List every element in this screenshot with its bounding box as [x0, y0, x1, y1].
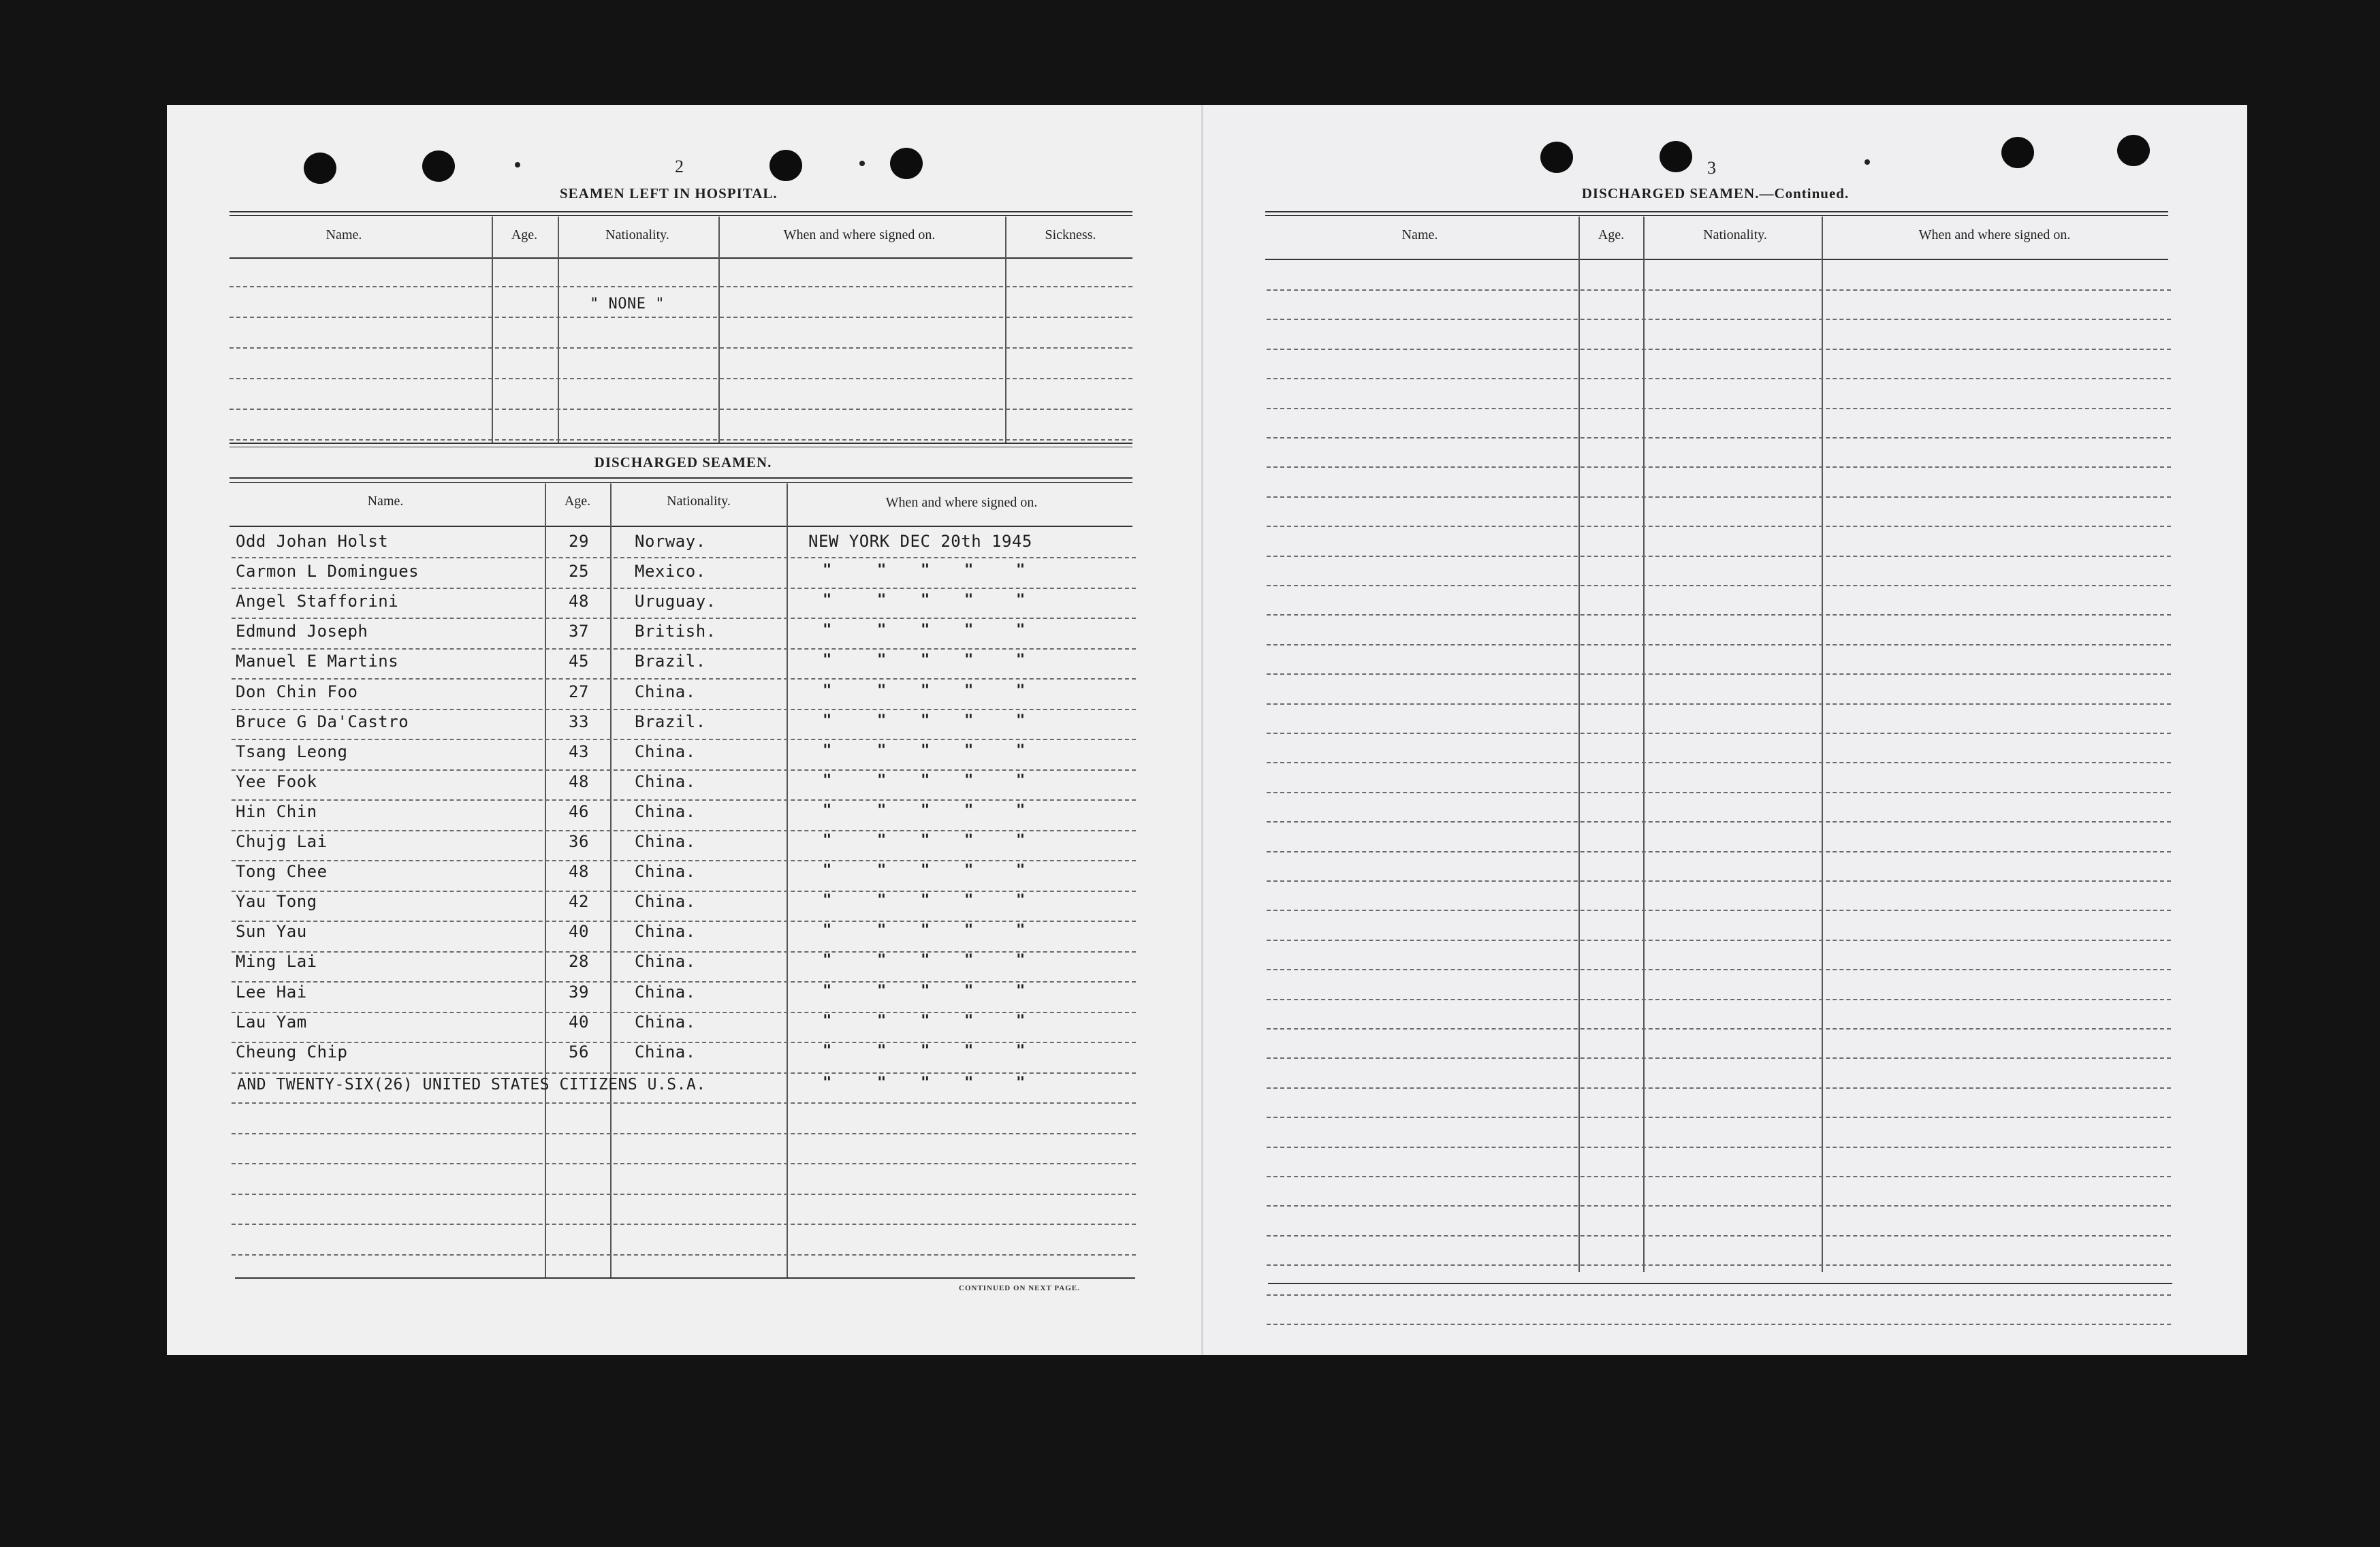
ditto-mark: " [877, 772, 887, 789]
ditto-mark: " [1016, 802, 1026, 819]
seaman-name: Angel Stafforini [236, 592, 399, 611]
punch-hole [2001, 137, 2034, 168]
ditto-mark: " [823, 712, 832, 729]
ditto-mark: " [823, 1074, 832, 1091]
right-table-bottom-rule [1268, 1283, 2172, 1284]
ditto-mark: " [921, 1042, 930, 1059]
ditto-mark: " [877, 952, 887, 969]
seaman-age: 37 [569, 622, 589, 641]
discharged-col-signed-on: When and where signed on. [885, 495, 1038, 510]
ink-speck [859, 161, 865, 166]
discharged-col-name: Name. [367, 494, 404, 509]
ruled-line [1267, 1147, 2171, 1148]
ditto-mark: " [823, 802, 832, 819]
ditto-mark: " [921, 712, 930, 729]
right-header-rule [1265, 259, 2168, 260]
ruled-line [232, 830, 1136, 831]
ditto-mark: " [921, 592, 930, 609]
punch-hole [1660, 141, 1692, 172]
seaman-age: 28 [569, 952, 589, 971]
seaman-age: 48 [569, 772, 589, 791]
seaman-name: Lau Yam [236, 1012, 307, 1032]
ditto-mark: " [964, 1074, 974, 1091]
ditto-mark: " [877, 562, 887, 579]
ditto-mark: " [823, 742, 832, 759]
seaman-nationality: China. [635, 682, 696, 701]
discharged-table-top-rule [229, 477, 1132, 479]
ditto-mark: " [1016, 712, 1026, 729]
seaman-name: Carmon L Domingues [236, 562, 419, 581]
seaman-name: Ming Lai [236, 952, 317, 971]
seaman-nationality: China. [635, 1042, 696, 1062]
right-col-signed-on: When and where signed on. [1918, 227, 2071, 242]
ditto-mark: " [921, 1012, 930, 1030]
ditto-mark: " [823, 772, 832, 789]
seaman-name: Manuel E Martins [236, 652, 399, 671]
ruled-line [1267, 851, 2171, 852]
ditto-mark: " [1016, 952, 1026, 969]
ditto-mark: " [877, 712, 887, 729]
discharged-col-age: Age. [564, 494, 591, 509]
ruled-line [1267, 673, 2171, 675]
ditto-mark: " [823, 952, 832, 969]
ditto-mark: " [921, 832, 930, 849]
ruled-line [1267, 319, 2171, 320]
right-section-title: DISCHARGED SEAMEN.—Continued. [1581, 185, 1850, 202]
seaman-nationality: China. [635, 952, 696, 971]
ruled-line [232, 618, 1136, 619]
ditto-mark: " [921, 622, 930, 639]
hospital-col-sickness: Sickness. [1045, 227, 1096, 242]
ruled-line [229, 286, 1132, 287]
ditto-mark: " [921, 952, 930, 969]
ruled-line [1267, 1117, 2171, 1118]
seaman-age: 25 [569, 562, 589, 581]
ruled-line [232, 678, 1136, 680]
ditto-mark: " [921, 802, 930, 819]
ditto-mark: " [964, 802, 974, 819]
seaman-age: 40 [569, 922, 589, 941]
ditto-mark: " [1016, 652, 1026, 669]
ditto-mark: " [877, 892, 887, 909]
ink-speck [1865, 159, 1870, 165]
hospital-section-title: SEAMEN LEFT IN HOSPITAL. [560, 185, 778, 202]
ditto-mark: " [877, 802, 887, 819]
hospital-col-signed-on: When and where signed on. [783, 227, 936, 242]
ruled-line [1267, 378, 2171, 379]
seaman-name: Hin Chin [236, 802, 317, 821]
ruled-line [1267, 526, 2171, 527]
seaman-name: Sun Yau [236, 922, 307, 941]
ditto-mark: " [964, 772, 974, 789]
punch-hole [2117, 135, 2150, 166]
seaman-name: Yee Fook [236, 772, 317, 791]
seaman-age: 29 [569, 532, 589, 551]
right-table-top-rule [1265, 211, 2168, 212]
right-col-divider [1643, 217, 1645, 1272]
ditto-mark: " [1016, 922, 1026, 939]
ditto-mark: " [877, 862, 887, 879]
seaman-age: 33 [569, 712, 589, 731]
page-number-right: 3 [1707, 158, 1716, 178]
ruled-line [1267, 1176, 2171, 1177]
seaman-age: 48 [569, 592, 589, 611]
seaman-age: 48 [569, 862, 589, 881]
ditto-mark: " [964, 652, 974, 669]
ruled-line [232, 1224, 1136, 1225]
punch-hole [1540, 142, 1573, 173]
right-table-top-rule [1265, 215, 2168, 216]
ruled-line [1267, 349, 2171, 350]
ditto-mark: " [964, 622, 974, 639]
ditto-mark: " [964, 562, 974, 579]
ditto-mark: " [1016, 832, 1026, 849]
ruled-line [1267, 1205, 2171, 1207]
ditto-mark: " [823, 622, 832, 639]
ruled-line [1267, 466, 2171, 468]
ditto-mark: " [877, 1042, 887, 1059]
hospital-col-name: Name. [326, 227, 362, 242]
ditto-mark: " [964, 832, 974, 849]
continued-footnote: CONTINUED ON NEXT PAGE. [959, 1284, 1080, 1292]
ruled-line [1267, 703, 2171, 705]
right-page [1202, 105, 2247, 1355]
seaman-name: Tong Chee [236, 862, 328, 881]
punch-hole [890, 148, 923, 179]
ditto-mark: " [823, 1012, 832, 1030]
seaman-age: 45 [569, 652, 589, 671]
seaman-name: Chujg Lai [236, 832, 328, 851]
seaman-name: Bruce G Da'Castro [236, 712, 409, 731]
ink-speck [515, 162, 520, 168]
seaman-nationality: China. [635, 802, 696, 821]
ruled-line [1267, 762, 2171, 763]
ruled-line [1267, 821, 2171, 823]
seaman-name: Don Chin Foo [236, 682, 358, 701]
ruled-line [229, 317, 1132, 318]
seaman-nationality: China. [635, 1012, 696, 1032]
ruled-line [1267, 496, 2171, 498]
seaman-name: Cheung Chip [236, 1042, 348, 1062]
ditto-mark: " [823, 682, 832, 699]
ditto-mark: " [823, 922, 832, 939]
page-number-left: 2 [675, 157, 684, 176]
ditto-mark: " [1016, 592, 1026, 609]
discharged-col-divider [545, 483, 546, 1277]
ruled-line [1267, 940, 2171, 941]
ruled-line [1267, 408, 2171, 409]
ditto-mark: " [964, 742, 974, 759]
discharged-header-rule [229, 526, 1132, 527]
hospital-col-age: Age. [511, 227, 538, 242]
ditto-mark: " [921, 652, 930, 669]
ruled-line [1267, 969, 2171, 970]
ruled-line [1267, 644, 2171, 645]
seaman-age: 39 [569, 983, 589, 1002]
ruled-line [232, 739, 1136, 740]
ditto-mark: " [877, 652, 887, 669]
seaman-age: 36 [569, 832, 589, 851]
ditto-mark: " [921, 983, 930, 1000]
ruled-line [1267, 1028, 2171, 1030]
ditto-mark: " [921, 892, 930, 909]
seaman-nationality: China. [635, 892, 696, 911]
ditto-mark: " [1016, 1012, 1026, 1030]
hospital-table-top-rule [229, 215, 1132, 216]
ruled-line [1267, 792, 2171, 793]
ruled-line [1267, 880, 2171, 882]
seaman-nationality: Norway. [635, 532, 706, 551]
ditto-mark: " [823, 562, 832, 579]
punch-hole [769, 150, 802, 181]
seaman-age: 40 [569, 1012, 589, 1032]
ruled-line [232, 1102, 1136, 1104]
seaman-age: 46 [569, 802, 589, 821]
ditto-mark: " [877, 622, 887, 639]
ditto-mark: " [1016, 562, 1026, 579]
ruled-line [232, 799, 1136, 801]
punch-hole [304, 153, 336, 184]
right-col-nationality: Nationality. [1703, 227, 1767, 242]
ditto-mark: " [921, 922, 930, 939]
seaman-nationality: China. [635, 922, 696, 941]
ditto-mark: " [964, 682, 974, 699]
ditto-mark: " [964, 922, 974, 939]
ruled-line [1267, 556, 2171, 557]
summary-line: AND TWENTY-SIX(26) UNITED STATES CITIZENS U.S.A. [237, 1076, 706, 1094]
ruled-line [232, 557, 1136, 558]
ruled-line [1267, 1264, 2171, 1266]
seaman-nationality: China. [635, 832, 696, 851]
ditto-mark: " [964, 712, 974, 729]
right-col-name: Name. [1401, 227, 1438, 242]
ruled-line [229, 439, 1132, 441]
ruled-line [1267, 1087, 2171, 1089]
ruled-line [1267, 910, 2171, 911]
ditto-mark: " [964, 862, 974, 879]
ditto-mark: " [877, 682, 887, 699]
ditto-mark: " [921, 562, 930, 579]
ditto-mark: " [823, 892, 832, 909]
hospital-col-nationality: Nationality. [605, 227, 669, 242]
ditto-mark: " [823, 592, 832, 609]
ditto-mark: " [877, 1012, 887, 1030]
ditto-mark: " [964, 1042, 974, 1059]
ruled-line [232, 588, 1136, 589]
ditto-mark: " [921, 742, 930, 759]
ditto-mark: " [921, 772, 930, 789]
ruled-line [232, 1194, 1136, 1195]
hospital-header-rule [229, 257, 1132, 259]
ruled-line [1267, 1057, 2171, 1059]
seaman-age: 27 [569, 682, 589, 701]
ditto-mark: " [877, 742, 887, 759]
ruled-line [1267, 585, 2171, 586]
seaman-nationality: Brazil. [635, 712, 706, 731]
seaman-nationality: China. [635, 742, 696, 761]
ditto-mark: " [823, 832, 832, 849]
ruled-line [232, 709, 1136, 710]
punch-hole [422, 150, 455, 182]
ditto-mark: " [1016, 682, 1026, 699]
ruled-line [232, 1072, 1136, 1074]
right-col-divider [1578, 217, 1580, 1272]
discharged-table-top-rule [229, 482, 1132, 483]
right-col-divider [1822, 217, 1823, 1272]
seaman-nationality: Mexico. [635, 562, 706, 581]
ditto-mark: " [877, 1074, 887, 1091]
ditto-mark: " [964, 892, 974, 909]
ruled-line [1267, 1294, 2171, 1296]
ruled-line [229, 378, 1132, 379]
ditto-mark: " [1016, 622, 1026, 639]
ditto-mark: " [823, 862, 832, 879]
ditto-mark: " [1016, 983, 1026, 1000]
ditto-mark: " [964, 983, 974, 1000]
seaman-nationality: Brazil. [635, 652, 706, 671]
discharged-col-divider [787, 483, 788, 1277]
ditto-mark: " [1016, 1042, 1026, 1059]
seaman-name: Tsang Leong [236, 742, 348, 761]
discharged-col-divider [610, 483, 612, 1277]
ditto-mark: " [921, 862, 930, 879]
ditto-mark: " [877, 832, 887, 849]
signed-on-first-entry: NEW YORK DEC 20th 1945 [808, 532, 1032, 551]
hospital-table-top-rule [229, 211, 1132, 212]
ruled-line [232, 1254, 1136, 1256]
seaman-nationality: China. [635, 772, 696, 791]
seaman-age: 56 [569, 1042, 589, 1062]
seaman-name: Yau Tong [236, 892, 317, 911]
page-fold [1201, 105, 1203, 1355]
ditto-mark: " [921, 682, 930, 699]
hospital-none-entry: " NONE " [590, 296, 665, 313]
ruled-line [229, 347, 1132, 349]
ditto-mark: " [1016, 892, 1026, 909]
ditto-mark: " [877, 983, 887, 1000]
ruled-line [232, 1163, 1136, 1164]
seaman-age: 43 [569, 742, 589, 761]
discharged-section-title: DISCHARGED SEAMEN. [594, 454, 772, 471]
ditto-mark: " [964, 592, 974, 609]
seaman-nationality: British. [635, 622, 716, 641]
ditto-mark: " [823, 983, 832, 1000]
right-col-age: Age. [1598, 227, 1625, 242]
ruled-line [232, 769, 1136, 771]
ruled-line [232, 648, 1136, 650]
ditto-mark: " [877, 592, 887, 609]
seaman-nationality: China. [635, 862, 696, 881]
ditto-mark: " [1016, 772, 1026, 789]
ditto-mark: " [877, 922, 887, 939]
seaman-nationality: China. [635, 983, 696, 1002]
ruled-line [232, 1133, 1136, 1134]
discharged-col-nationality: Nationality. [667, 494, 731, 509]
seaman-name: Edmund Joseph [236, 622, 368, 641]
seaman-name: Odd Johan Holst [236, 532, 389, 551]
ruled-line [1267, 1235, 2171, 1237]
ruled-line [1267, 437, 2171, 438]
ruled-line [1267, 1324, 2171, 1325]
ditto-mark: " [964, 952, 974, 969]
ruled-line [1267, 999, 2171, 1000]
ditto-mark: " [1016, 742, 1026, 759]
ditto-mark: " [921, 1074, 930, 1091]
hospital-table-bottom-rule [229, 443, 1132, 444]
ruled-line [1267, 733, 2171, 734]
ruled-line [229, 409, 1132, 410]
ruled-line [1267, 614, 2171, 616]
seaman-name: Lee Hai [236, 983, 307, 1002]
ditto-mark: " [1016, 1074, 1026, 1091]
ditto-mark: " [823, 1042, 832, 1059]
ditto-mark: " [964, 1012, 974, 1030]
ruled-line [232, 860, 1136, 861]
seaman-nationality: Uruguay. [635, 592, 716, 611]
ditto-mark: " [823, 652, 832, 669]
ruled-line [1267, 289, 2171, 291]
discharged-table-bottom-rule [235, 1277, 1135, 1279]
seaman-age: 42 [569, 892, 589, 911]
ditto-mark: " [1016, 862, 1026, 879]
